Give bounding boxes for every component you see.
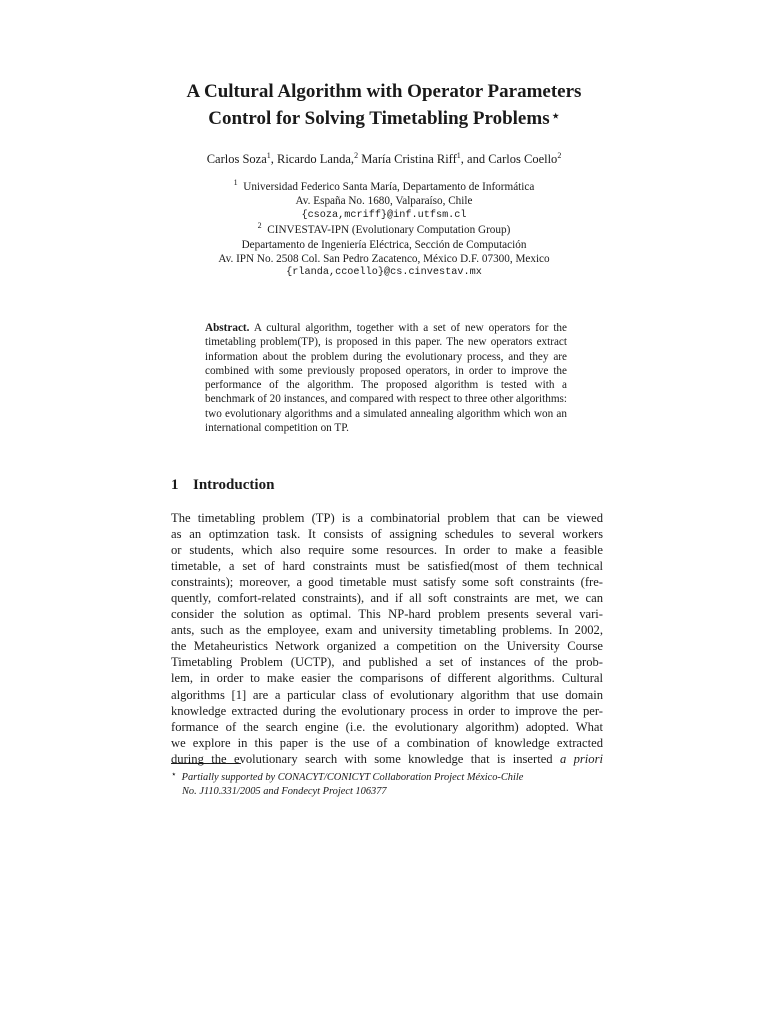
body-line: we explore in this paper is the use of a combination of knowledge extracted (171, 735, 603, 750)
footnote-line-1-text: Partially supported by CONACYT/CONICYT Collaboration Project México-Chile (181, 772, 524, 783)
title-line-1: A Cultural Algorithm with Operator Parameters (186, 81, 582, 102)
author-list (140, 151, 628, 167)
abstract-text: A cultural algorithm, together with a set of new operators for the timetabling problem(TP), is proposed in this paper. The new operators extract information about the problem during the evolutionary process, and they are combined with some previously proposed operators, in order to improve the performance of the algorithm. The proposed algorithm is tested with a benchmark of 20 instances, and compared with respect to three other algorithms: two evolutionary algorithms and a simulated annealing algorithm which won an international competition on TP. (205, 322, 567, 435)
affiliations (140, 180, 628, 281)
body-line: as an optimzation task. It consists of assigning schedules to several workers (171, 527, 603, 542)
affiliation-1-address: Av. España No. 1680, Valparaíso, Chile (295, 195, 473, 208)
author-name: Carlos Soza (206, 152, 267, 166)
affiliation-2-name (140, 223, 628, 237)
body-line: the Metaheuristics Network organized a competition on the University Course (171, 639, 603, 654)
abstract (205, 321, 567, 435)
footnote-mark: ⋆ (171, 769, 177, 779)
affiliation-1-email: {csoza,mcriff}@inf.utfsm.cl (301, 209, 467, 221)
author-separator: , (270, 152, 277, 166)
body-line: knowledge extracted during the evolutionary process in order to improve the per- (171, 703, 603, 718)
affiliation-2-mark: 2 (257, 221, 262, 231)
footnote-line-2: No. J110.331/2005 and Fondecyt Project 106377 (182, 785, 387, 797)
body-line: ants, such as the employee, exam and university timetabling problems. In 2002, (171, 623, 603, 638)
body-line: Timetabling Problem (UCTP), and published a set of instances of the prob- (171, 655, 603, 670)
affiliation-2-dept: Departamento de Ingeniería Eléctrica, Sección de Computación (241, 238, 527, 251)
footnote-line-1 (171, 768, 603, 785)
abstract-label: Abstract. (205, 322, 250, 334)
affiliation-1-text: Universidad Federico Santa María, Departamento de Informática (243, 181, 535, 193)
body-line: The timetabling problem (TP) is a combinatorial problem that can be viewed (171, 511, 603, 525)
affiliation-2-address: Av. IPN No. 2508 Col. San Pedro Zacatenco, México D.F. 07300, Mexico (218, 253, 550, 266)
footnote (171, 768, 603, 798)
affiliation-2-text: CINVESTAV-IPN (Evolutionary Computation Group) (267, 224, 511, 237)
introduction-body (171, 510, 603, 767)
title-line-2 (140, 104, 628, 131)
affiliation-1-name (140, 180, 628, 194)
section-title: Introduction (193, 477, 275, 493)
body-line: timetable, a set of hard constraints must be satisfied(most of them technical (171, 559, 603, 574)
author-name: María Cristina Riff (361, 152, 457, 166)
author-name: Ricardo Landa, (277, 152, 355, 166)
emphasis-a-priori: a priori (559, 751, 603, 766)
author-separator: , and (460, 152, 489, 166)
affiliation-1-mark: 1 (233, 178, 238, 187)
paper-title (140, 80, 628, 131)
author-affil-mark: 2 (557, 151, 562, 160)
author-name: Carlos Coello (488, 152, 558, 166)
body-line: lem, in order to make easier the comparisons of different algorithms. Cultural (171, 671, 603, 686)
body-line-last-text: during the evolutionary search with some knowledge that is inserted (171, 751, 560, 766)
affiliation-2-email: {rlanda,ccoello}@cs.cinvestav.mx (286, 267, 482, 279)
title-line-2-text: Control for Solving Timetabling Problems (208, 108, 550, 129)
body-line: formance of the search engine (i.e. the evolutionary algorithm) adopted. What (171, 719, 603, 734)
author-affil-mark: 1 (456, 151, 461, 160)
author-affil-mark: 2 (354, 151, 359, 160)
body-line: or students, which also require some resources. In order to make a feasible (171, 543, 603, 558)
body-line: quently, comfort-related constraints), and if all soft constraints are met, we can (171, 591, 603, 606)
body-line-last (171, 751, 603, 767)
footnote-rule (171, 763, 241, 764)
title-footnote-mark: ⋆ (551, 108, 560, 123)
section-heading (171, 475, 274, 495)
body-line: constraints); moreover, a good timetable must satisfy some soft constraints (fre- (171, 575, 603, 590)
body-line: consider the solution as optimal. This NP-hard problem presents several vari- (171, 607, 603, 622)
author-affil-mark: 1 (266, 151, 271, 160)
section-number: 1 (171, 477, 179, 493)
body-line: algorithms [1] are a particular class of evolutionary algorithm that use domain (171, 687, 603, 702)
